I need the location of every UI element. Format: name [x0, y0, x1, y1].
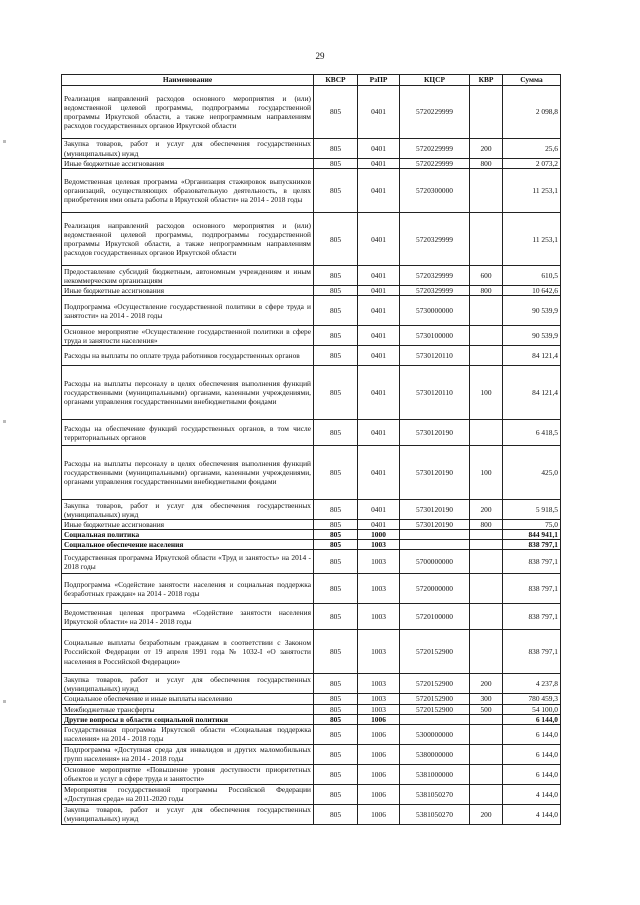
- cell-kvr: [470, 574, 503, 604]
- cell-rzpr: 1003: [358, 540, 400, 550]
- table-row: [62, 630, 561, 674]
- table-row: [62, 674, 561, 694]
- cell-name: Социальное обеспечение населения: [62, 540, 314, 550]
- cell-rzpr: 1006: [358, 714, 400, 724]
- cell-sum: 838 797,1: [503, 574, 561, 604]
- cell-sum: 84 121,4: [503, 366, 561, 420]
- cell-sum: 610,5: [503, 266, 561, 286]
- cell-kcsr: [400, 540, 470, 550]
- cell-kvr: [470, 346, 503, 366]
- cell-kcsr: 5720329999: [400, 213, 470, 266]
- header-sum: Сумма: [503, 75, 561, 86]
- cell-rzpr: 0401: [358, 446, 400, 500]
- scan-margin-mark: [3, 700, 6, 703]
- cell-kvsr: 805: [314, 574, 358, 604]
- cell-kvr: 200: [470, 139, 503, 159]
- table-row: [62, 213, 561, 266]
- cell-kvr: [470, 296, 503, 326]
- cell-rzpr: 1006: [358, 804, 400, 824]
- cell-rzpr: 0401: [358, 326, 400, 346]
- cell-kvsr: 805: [314, 804, 358, 824]
- cell-kvr: [470, 420, 503, 446]
- cell-kvr: 500: [470, 704, 503, 714]
- cell-kcsr: 5720100000: [400, 604, 470, 630]
- cell-kcsr: 5730120110: [400, 366, 470, 420]
- cell-kvsr: 805: [314, 630, 358, 674]
- cell-name: Расходы на выплаты по оплате труда работников государственных органов: [62, 346, 314, 366]
- header-rzpr: РзПР: [358, 75, 400, 86]
- cell-sum: 838 797,1: [503, 630, 561, 674]
- scan-margin-mark: [3, 140, 6, 143]
- cell-sum: 10 642,6: [503, 286, 561, 296]
- cell-kcsr: 5730120190: [400, 500, 470, 520]
- table-row: [62, 366, 561, 420]
- cell-name: Закупка товаров, работ и услуг для обеспечения государственных (муниципальных) нужд: [62, 139, 314, 159]
- cell-kcsr: 5730000000: [400, 296, 470, 326]
- cell-rzpr: 0401: [358, 296, 400, 326]
- cell-kvsr: 805: [314, 296, 358, 326]
- cell-kvr: 200: [470, 804, 503, 824]
- table-row: [62, 286, 561, 296]
- cell-kvsr: 805: [314, 366, 358, 420]
- cell-kvsr: 805: [314, 520, 358, 530]
- table-row: [62, 520, 561, 530]
- cell-rzpr: 0401: [358, 520, 400, 530]
- cell-kvr: [470, 744, 503, 764]
- cell-kvr: 100: [470, 446, 503, 500]
- cell-kcsr: 5720152900: [400, 694, 470, 704]
- cell-kcsr: 5720152900: [400, 630, 470, 674]
- cell-name: Подпрограмма «Содействие занятости населения и социальная поддержка безработных граждан» на 2014 - 2018 годы: [62, 574, 314, 604]
- cell-kvr: [470, 784, 503, 804]
- table-row: [62, 296, 561, 326]
- cell-kcsr: 5380000000: [400, 744, 470, 764]
- cell-rzpr: 1003: [358, 694, 400, 704]
- header-kvr: КВР: [470, 75, 503, 86]
- cell-sum: 425,0: [503, 446, 561, 500]
- cell-sum: 25,6: [503, 139, 561, 159]
- cell-rzpr: 1006: [358, 764, 400, 784]
- table-row: [62, 604, 561, 630]
- cell-kvsr: 805: [314, 159, 358, 169]
- cell-name: Другие вопросы в области социальной политики: [62, 714, 314, 724]
- cell-kvsr: 805: [314, 674, 358, 694]
- cell-kcsr: [400, 530, 470, 540]
- cell-sum: 6 144,0: [503, 744, 561, 764]
- cell-sum: 838 797,1: [503, 604, 561, 630]
- cell-rzpr: 0401: [358, 286, 400, 296]
- table-row: [62, 139, 561, 159]
- cell-kvsr: 805: [314, 704, 358, 714]
- cell-kcsr: 5730120190: [400, 420, 470, 446]
- table-row: [62, 446, 561, 500]
- cell-name: Закупка товаров, работ и услуг для обеспечения государственных (муниципальных) нужд: [62, 674, 314, 694]
- cell-rzpr: 0401: [358, 346, 400, 366]
- cell-rzpr: 1006: [358, 724, 400, 744]
- cell-sum: 6 144,0: [503, 724, 561, 744]
- cell-kvsr: 805: [314, 724, 358, 744]
- cell-sum: 90 539,9: [503, 326, 561, 346]
- cell-sum: 844 941,1: [503, 530, 561, 540]
- header-kvsr: КВСР: [314, 75, 358, 86]
- cell-kcsr: 5720000000: [400, 574, 470, 604]
- cell-sum: 75,0: [503, 520, 561, 530]
- cell-name: Предоставление субсидий бюджетным, автономным учреждениям и иным некоммерческим организациям: [62, 266, 314, 286]
- cell-name: Расходы на выплаты персоналу в целях обеспечения выполнения функций государственными (муниципальными) органами, казенными учреждениями, органами управления государственными внебюджетными фондами: [62, 446, 314, 500]
- cell-kvr: 800: [470, 286, 503, 296]
- cell-sum: 838 797,1: [503, 550, 561, 574]
- table-row: [62, 159, 561, 169]
- cell-rzpr: 1003: [358, 574, 400, 604]
- cell-name: Реализация направлений расходов основного мероприятия и (или) ведомственной целевой программы, подпрограммы государственной программы Иркутской области, а также непрограммным направлениям расходов государственных органов Иркутской области: [62, 213, 314, 266]
- table-row: [62, 326, 561, 346]
- cell-sum: 6 418,5: [503, 420, 561, 446]
- cell-sum: 2 073,2: [503, 159, 561, 169]
- cell-rzpr: 1006: [358, 744, 400, 764]
- cell-kcsr: [400, 714, 470, 724]
- cell-kvr: 200: [470, 500, 503, 520]
- cell-kcsr: 5730120190: [400, 520, 470, 530]
- cell-kcsr: 5720152900: [400, 674, 470, 694]
- cell-kcsr: 5700000000: [400, 550, 470, 574]
- cell-kcsr: 5730120110: [400, 346, 470, 366]
- cell-sum: 6 144,0: [503, 714, 561, 724]
- cell-kvsr: 805: [314, 169, 358, 213]
- cell-name: Основное мероприятие «Повышение уровня доступности приоритетных объектов и услуг в сфере труда и занятости»: [62, 764, 314, 784]
- cell-kcsr: 5720300000: [400, 169, 470, 213]
- cell-sum: 780 459,3: [503, 694, 561, 704]
- table-row: [62, 346, 561, 366]
- cell-kvr: [470, 714, 503, 724]
- cell-kvr: [470, 213, 503, 266]
- table-row: [62, 704, 561, 714]
- cell-kcsr: 5381050270: [400, 804, 470, 824]
- cell-kvsr: 805: [314, 784, 358, 804]
- table-row: [62, 804, 561, 824]
- cell-kvr: [470, 630, 503, 674]
- cell-kvsr: 805: [314, 86, 358, 139]
- cell-rzpr: 0401: [358, 139, 400, 159]
- cell-sum: 4 144,0: [503, 804, 561, 824]
- cell-kvr: 200: [470, 674, 503, 694]
- cell-kvsr: 805: [314, 764, 358, 784]
- cell-kvsr: 805: [314, 420, 358, 446]
- table-row: [62, 694, 561, 704]
- cell-kcsr: 5720229999: [400, 159, 470, 169]
- cell-name: Подпрограмма «Осуществление государственной политики в сфере труда и занятости» на 2014 - 2018 годы: [62, 296, 314, 326]
- cell-sum: 838 797,1: [503, 540, 561, 550]
- cell-kvr: [470, 530, 503, 540]
- table-row: [62, 169, 561, 213]
- table-row: [62, 550, 561, 574]
- cell-sum: 2 098,8: [503, 86, 561, 139]
- cell-kvr: 800: [470, 520, 503, 530]
- cell-kvr: [470, 604, 503, 630]
- cell-name: Иные бюджетные ассигнования: [62, 520, 314, 530]
- cell-kcsr: 5730100000: [400, 326, 470, 346]
- table-header-row: [62, 75, 561, 86]
- budget-table: [61, 74, 561, 825]
- cell-name: Иные бюджетные ассигнования: [62, 286, 314, 296]
- table-row: [62, 500, 561, 520]
- cell-kcsr: 5720329999: [400, 286, 470, 296]
- cell-name: Мероприятия государственной программы Российской Федерации «Доступная среда» на 2011-2020 годы: [62, 784, 314, 804]
- cell-rzpr: 1003: [358, 630, 400, 674]
- cell-kvsr: 805: [314, 744, 358, 764]
- cell-kvr: [470, 169, 503, 213]
- cell-kvsr: 805: [314, 139, 358, 159]
- table-row: [62, 714, 561, 724]
- cell-name: Подпрограмма «Доступная среда для инвалидов и других маломобильных групп населения» на 2014 - 2018 годы: [62, 744, 314, 764]
- cell-kvsr: 805: [314, 286, 358, 296]
- table-row: [62, 266, 561, 286]
- cell-name: Иные бюджетные ассигнования: [62, 159, 314, 169]
- cell-kvr: 600: [470, 266, 503, 286]
- table-body: [62, 86, 561, 825]
- cell-sum: 4 144,0: [503, 784, 561, 804]
- cell-sum: 11 253,1: [503, 213, 561, 266]
- cell-rzpr: 0401: [358, 169, 400, 213]
- cell-sum: 6 144,0: [503, 764, 561, 784]
- cell-name: Ведомственная целевая программа «Организация стажировок выпускников организаций, осуществляющих образовательную деятельность, в целях приобретения ими опыта работы в Иркутской области» на 2014 - 2018 годы: [62, 169, 314, 213]
- cell-kcsr: 5720329999: [400, 266, 470, 286]
- table-row: [62, 86, 561, 139]
- table-row: [62, 724, 561, 744]
- cell-kcsr: 5300000000: [400, 724, 470, 744]
- cell-kcsr: 5381000000: [400, 764, 470, 784]
- cell-kvsr: 805: [314, 694, 358, 704]
- cell-kvsr: 805: [314, 266, 358, 286]
- cell-name: Межбюджетные трансферты: [62, 704, 314, 714]
- cell-name: Расходы на обеспечение функций государственных органов, в том числе территориальных органов: [62, 420, 314, 446]
- cell-rzpr: 1006: [358, 784, 400, 804]
- cell-kvr: [470, 326, 503, 346]
- cell-sum: 11 253,1: [503, 169, 561, 213]
- cell-kvsr: 805: [314, 346, 358, 366]
- cell-name: Закупка товаров, работ и услуг для обеспечения государственных (муниципальных) нужд: [62, 500, 314, 520]
- cell-name: Социальные выплаты безработным гражданам в соответствии с Законом Российской Федерации от 19 апреля 1991 года № 1032-I «О занятости населения в Российской Федерации»: [62, 630, 314, 674]
- cell-kvsr: 805: [314, 714, 358, 724]
- table-row: [62, 764, 561, 784]
- cell-rzpr: 0401: [358, 86, 400, 139]
- cell-kvsr: 805: [314, 550, 358, 574]
- cell-rzpr: 0401: [358, 500, 400, 520]
- table-row: [62, 784, 561, 804]
- cell-rzpr: 1003: [358, 674, 400, 694]
- scan-margin-mark: [3, 420, 6, 423]
- table-row: [62, 530, 561, 540]
- cell-kvsr: 805: [314, 530, 358, 540]
- table-row: [62, 420, 561, 446]
- cell-sum: 5 918,5: [503, 500, 561, 520]
- cell-kvsr: 805: [314, 446, 358, 500]
- cell-sum: 54 100,0: [503, 704, 561, 714]
- cell-kvsr: 805: [314, 604, 358, 630]
- cell-sum: 84 121,4: [503, 346, 561, 366]
- header-kcsr: КЦСР: [400, 75, 470, 86]
- cell-rzpr: 0401: [358, 420, 400, 446]
- cell-name: Государственная программа Иркутской области «Социальная поддержка населения» на 2014 - 2018 годы: [62, 724, 314, 744]
- cell-name: Основное мероприятие «Осуществление государственной политики в сфере труда и занятости населения»: [62, 326, 314, 346]
- cell-kcsr: 5720229999: [400, 139, 470, 159]
- cell-kcsr: 5381050270: [400, 784, 470, 804]
- cell-rzpr: 0401: [358, 366, 400, 420]
- cell-kvr: 300: [470, 694, 503, 704]
- cell-kvr: 800: [470, 159, 503, 169]
- page-number: 29: [315, 51, 325, 61]
- cell-kcsr: 5720229999: [400, 86, 470, 139]
- cell-name: Государственная программа Иркутской области «Труд и занятость» на 2014 - 2018 годы: [62, 550, 314, 574]
- cell-name: Закупка товаров, работ и услуг для обеспечения государственных (муниципальных) нужд: [62, 804, 314, 824]
- cell-rzpr: 0401: [358, 213, 400, 266]
- cell-rzpr: 1003: [358, 550, 400, 574]
- cell-rzpr: 1003: [358, 604, 400, 630]
- cell-kvsr: 805: [314, 500, 358, 520]
- cell-kvr: [470, 540, 503, 550]
- cell-kvr: [470, 764, 503, 784]
- cell-sum: 4 237,8: [503, 674, 561, 694]
- cell-rzpr: 0401: [358, 159, 400, 169]
- cell-rzpr: 1000: [358, 530, 400, 540]
- cell-kvr: 100: [470, 366, 503, 420]
- cell-kvr: [470, 86, 503, 139]
- header-name: Наименование: [62, 75, 314, 86]
- cell-name: Ведомственная целевая программа «Содействие занятости населения Иркутской области» на 2014 - 2018 годы: [62, 604, 314, 630]
- cell-kcsr: 5720152900: [400, 704, 470, 714]
- cell-kvsr: 805: [314, 213, 358, 266]
- table-row: [62, 744, 561, 764]
- cell-kvr: [470, 724, 503, 744]
- cell-name: Социальная политика: [62, 530, 314, 540]
- cell-sum: 90 539,9: [503, 296, 561, 326]
- cell-name: Расходы на выплаты персоналу в целях обеспечения выполнения функций государственными (муниципальными) органами, казенными учреждениями, органами управления государственными внебюджетными фондами: [62, 366, 314, 420]
- cell-name: Реализация направлений расходов основного мероприятия и (или) ведомственной целевой программы, подпрограммы государственной программы Иркутской области, а также непрограммным направлениям расходов государственных органов Иркутской области: [62, 86, 314, 139]
- cell-kcsr: 5730120190: [400, 446, 470, 500]
- cell-rzpr: 0401: [358, 266, 400, 286]
- cell-kvr: [470, 550, 503, 574]
- cell-name: Социальное обеспечение и иные выплаты населению: [62, 694, 314, 704]
- cell-rzpr: 1003: [358, 704, 400, 714]
- table-row: [62, 574, 561, 604]
- cell-kvsr: 805: [314, 540, 358, 550]
- cell-kvsr: 805: [314, 326, 358, 346]
- table-row: [62, 540, 561, 550]
